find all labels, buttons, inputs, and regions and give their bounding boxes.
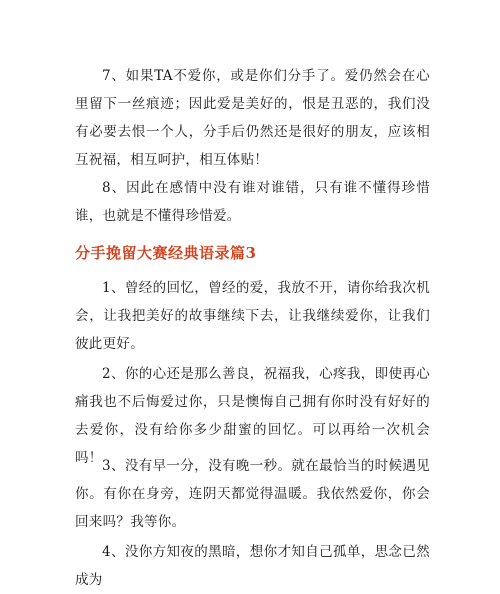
paragraph-s3: 3、没有早一分，没有晚一秒。就在最恰当的时候遇见你。有你在身旁，连阴天都觉得温暖。我依然爱你，你会回来吗？我等你。 bbox=[75, 458, 430, 530]
paragraph-s1: 1、曾经的回忆，曾经的爱，我放不开，请你给我次机会，让我把美好的故事继续下去，让我继续爱你，让我们彼此更好。 bbox=[75, 280, 430, 352]
paragraph-s4: 4、没你方知夜的黑暗，想你才知自己孤单，思念已然成为 bbox=[75, 544, 430, 588]
section-heading: 分手挽留大赛经典语录篇3 bbox=[75, 244, 257, 262]
paragraph-s2: 2、你的心还是那么善良，祝福我，心疼我，即使再心痛我也不后悔爱过你，只是懊悔自己拥有你时没有好好的去爱你，没有给你多少甜蜜的回忆。可以再给一次机会吗！ bbox=[75, 366, 430, 466]
paragraph-7: 7、如果TA不爱你，或是你们分手了。爱仍然会在心里留下一丝痕迹；因此爱是美好的，恨是丑恶的，我们没有必要去恨一个人，分手后仍然还是很好的朋友，应该相互祝福，相互呵护，相互体贴！ bbox=[75, 68, 430, 168]
paragraph-8: 8、因此在感情中没有谁对谁错，只有谁不懂得珍惜谁，也就是不懂得珍惜爱。 bbox=[75, 180, 430, 224]
